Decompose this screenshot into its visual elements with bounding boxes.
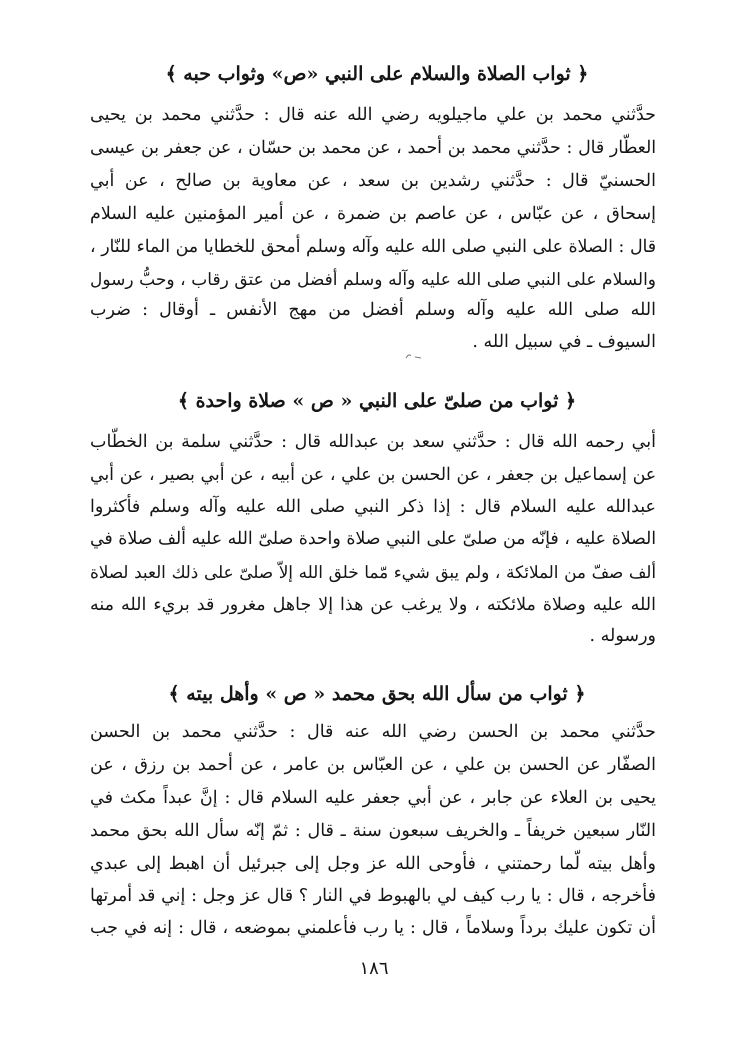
section-2-line-5: ألف صفّ من الملائكة ، ولم يبق شيء مّما خلق الله إلاّ صلىّ على ذلك العبد لصلاة bbox=[90, 562, 656, 582]
ink-speck bbox=[405, 352, 423, 360]
section-3-line-5: وأهل بيته لّما رحمتني ، فأوحى الله عز وجل إلى جبرئيل أن اهبط إلى عبدي bbox=[90, 854, 656, 874]
section-2-line-3: عبدالله عليه السلام قال : إذا ذكر النبي صلى الله عليه وآله وسلم فأكثروا bbox=[90, 497, 656, 517]
section-2-line-6: الله عليه وصلاة ملائكته ، ولا يرغب عن هذا إلا جاهل مغرور قد بريء الله منه bbox=[90, 595, 656, 615]
section-3-line-6: فأخرجه ، قال : يا رب كيف لي بالهبوط في النار ؟ قال عز وجل : إني قد أمرتها bbox=[90, 886, 656, 906]
section-heading-asking-by-right: ﴿ ثواب من سأل الله بحق محمد « ص » وأهل بيته ﴾ bbox=[168, 683, 586, 705]
section-1-line-7: الله صلى الله عليه وآله وسلم أفضل من مهج الأنفس ـ أوقال : ضرب bbox=[90, 300, 656, 320]
section-2-line-2: عن إسماعيل بن جعفر ، عن الحسن بن علي ، عن أبيه ، عن أبي بصير ، عن أبي bbox=[90, 465, 656, 485]
section-heading-prayer-and-love: ﴿ ثواب الصلاة والسلام على النبي «ص» وثواب حبه ﴾ bbox=[165, 63, 589, 85]
section-1-line-5: قال : الصلاة على النبي صلى الله عليه وآله وسلم أمحق للخطايا من الماء للنّار ، bbox=[90, 237, 656, 257]
section-2-line-1: أبي رحمه الله قال : حدَّثني سعد بن عبدالله قال : حدَّثني سلمة بن الخطّاب bbox=[90, 432, 656, 452]
section-1-line-4: إسحاق ، عن عبّاس ، عن عاصم بن ضمرة ، عن أمير المؤمنين عليه السلام bbox=[90, 204, 656, 224]
page-number: ١٨٦ bbox=[359, 958, 389, 979]
section-3-line-7: أن تكون عليك برداً وسلاماً ، قال : يا رب فأعلمني بموضعه ، قال : إنه في جب bbox=[90, 918, 656, 938]
section-1-line-3: الحسنيّ قال : حدَّثني رشدين بن سعد ، عن معاوية بن صالح ، عن أبي bbox=[90, 171, 656, 191]
section-heading-single-prayer: ﴿ ثواب من صلىّ على النبي « ص » صلاة واحدة ﴾ bbox=[177, 390, 577, 412]
section-3-line-2: الصفّار عن الحسن بن علي ، عن العبّاس بن عامر ، عن أحمد بن رزق ، عن bbox=[90, 755, 656, 775]
section-2-line-4: الصلاة عليه ، فإنّه من صلىّ على النبي صلاة واحدة صلىّ الله عليه ألف صلاة في bbox=[90, 529, 656, 549]
section-1-line-1: حدَّثني محمد بن علي ماجيلويه رضي الله عنه قال : حدَّثني محمد بن يحيى bbox=[90, 105, 656, 125]
section-1-line-6: والسلام على النبي صلى الله عليه وآله وسلم أفضل من عتق رقاب ، وحبُّ رسول bbox=[90, 270, 656, 290]
section-1-line-2: العطّار قال : حدَّثني محمد بن أحمد ، عن محمد بن حسّان ، عن جعفر بن عيسى bbox=[90, 138, 656, 158]
section-1-line-8: السيوف ـ في سبيل الله . bbox=[472, 332, 656, 352]
section-3-line-4: النّار سبعين خريفاً ـ والخريف سبعون سنة ـ قال : ثمّ إنّه سأل الله بحق محمد bbox=[90, 821, 656, 841]
section-3-line-1: حدَّثني محمد بن الحسن رضي الله عنه قال : حدَّثني محمد بن الحسن bbox=[90, 722, 656, 742]
section-3-line-3: يحيى بن العلاء عن جابر ، عن أبي جعفر عليه السلام قال : إنَّ عبداً مكث في bbox=[90, 788, 656, 808]
section-2-line-7: ورسوله . bbox=[589, 626, 656, 646]
